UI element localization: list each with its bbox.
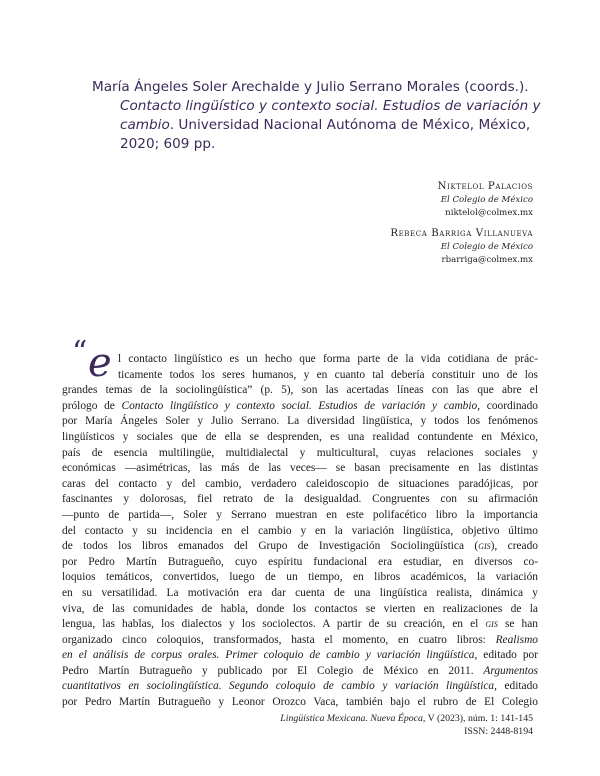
reviewer-name: Rebeca Barriga Villanueva [390,228,533,239]
body-line: por Pedro Martín Butragueño y Leonor Orozco Vaca, también bajo el rubro de El Colegio [62,696,538,709]
body-line: viva, de las comunidades de habla, donde los contactos se vierten en realizaciones de la [62,602,538,615]
body-line: organizado cinco coloquios, transformados, hasta el momento, en cuatro libros: Realismo [62,633,538,646]
body-line: lengua, las hablas, los dialectos y los sociolectos. A partir de su creación, en el gis se han [62,618,538,631]
body-line: económicas —asimétricas, las más de las veces— se basan precisamente en las distintas [62,462,538,475]
journal-name: Lingüística Mexicana. Nueva Época [280,713,423,724]
reviewers-block [390,180,533,274]
book-publisher-line1: . Universidad Nacional Autónoma de México, México, [169,117,531,133]
body-line: por Pedro Martín Butragueño, cuyo espíritu fundacional era estudiar, en diversos co- [62,555,538,568]
drop-cap-letter: e [88,340,112,386]
body-line: del contacto y su incidencia en el cambio y en la variación lingüística, objetivo último [62,524,538,537]
book-reference [92,78,546,154]
journal-citation [280,712,533,725]
body-line: l contacto lingüístico es un hecho que forma parte de la vida cotidiana de prác- [118,353,538,365]
body-line: lingüísticos y sociales que de ella se desprenden, es una realidad contundente en México, [62,430,538,443]
body-line: prólogo de Contacto lingüístico y contexto social. Estudios de variación y cambio, coordinado [62,399,538,412]
body-line: cuantitativos en sociolingüística. Segundo coloquio de cambio y variación lingüística, editado [62,680,538,693]
reviewer-affiliation: El Colegio de México [440,242,533,252]
journal-issue: , V (2023), núm. 1: 141-145 [422,713,533,724]
journal-footer [280,712,533,738]
body-line: —punto de partida—, Soler y Serrano muestran en este polifacético libro la importancia [62,508,538,521]
body-line: grandes temas de la sociolingüística” (p. 5), son las acertadas líneas con las que abre el [62,384,538,397]
body-line: por María Ángeles Soler y Julio Serrano. La diversidad lingüística, y todos los fenómenos [62,415,538,428]
body-line: caras del contacto y del cambio, verdadero caleidoscopio de situaciones paradójicas, por [62,477,538,490]
body-line: en su versatilidad. La motivación era dar cuenta de una lingüística realista, dinámica y [62,586,538,599]
body-line: de todos los libros emanados del Grupo de Investigación Sociolingüística (gis), creado [62,540,538,553]
body-line: país de esencia multilingüe, multidialectal y multicultural, cuyas relaciones sociales y [62,446,538,459]
body-line: fascinantes y dolorosas, fiel retrato de la desigualdad. Congruentes con su afirmación [62,493,538,506]
reviewer-1 [390,180,533,220]
book-title-line1: Contacto lingüístico y contexto social. Estudios de variación y [120,98,541,114]
body-line: en el análisis de corpus orales. Primer coloquio de cambio y variación lingüística, editado por [62,649,539,662]
body-line: Pedro Martín Butragueño y publicado por El Colegio de México en 2011. Argumentos [62,664,538,677]
reviewer-email: niktelol@colmex.mx [445,208,533,218]
reviewer-email: rbarriga@colmex.mx [441,255,533,265]
reviewer-affiliation: El Colegio de México [440,195,533,205]
body-line: ticamente todos los seres humanos, y en cuanto tal debería constituir uno de los [118,368,538,381]
book-title-line2: cambio [120,117,170,133]
book-publisher-line2: 2020; 609 pp. [120,136,216,152]
body-line: loquios temáticos, convertidos, luego de un tiempo, en libros académicos, la variación [62,571,538,584]
opening-quote-mark: “ [72,335,88,370]
reviewer-2 [390,227,533,267]
reviewer-name: Niktelol Palacios [437,181,533,192]
book-authors: María Ángeles Soler Arechalde y Julio Serrano Morales (coords.). [92,79,529,95]
journal-issn: ISSN: 2448-8194 [464,726,533,737]
review-body-paragraph [62,352,538,711]
